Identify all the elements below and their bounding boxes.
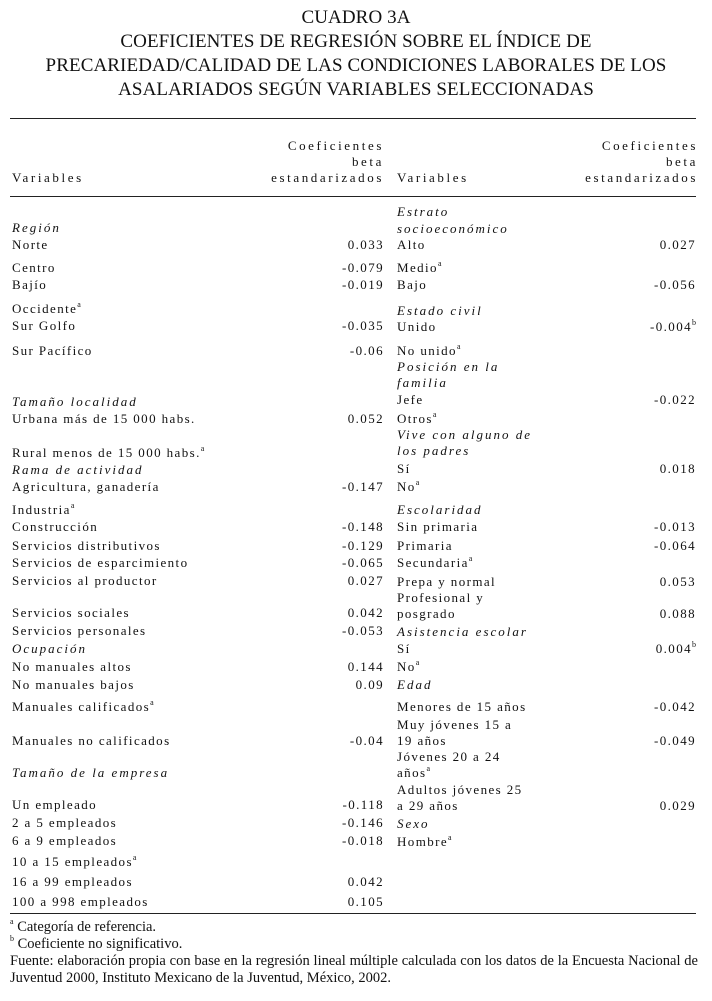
coefficient-value: -0.013 [654, 519, 696, 534]
variable-label: Jefe [397, 392, 424, 407]
right-table-row [397, 833, 696, 850]
left-table-row [12, 658, 384, 675]
coefficient-value: 0.027 [659, 237, 696, 252]
coefficient-value: -0.004$^b$ [650, 317, 696, 334]
variable-label: Servicios de esparcimiento [12, 555, 189, 570]
variable-label: años$^a$ [397, 763, 430, 780]
footnote-mark: b [692, 639, 696, 649]
coefficient-value: -0.042 [654, 699, 696, 714]
right-table-row [397, 501, 696, 518]
right-table-row [397, 374, 696, 391]
coefficient-value: -0.019 [342, 277, 384, 292]
variable-label: Bajío [12, 277, 48, 292]
footnote-mark: a [426, 763, 430, 773]
coefficient-value: 0.09 [355, 677, 384, 692]
title-line-3: PRECARIEDAD/CALIDAD DE LAS CONDICIONES LABORALES DE LOS [45, 55, 667, 76]
variable-label: 19 años [397, 733, 447, 748]
category-heading: Rama de actividad [12, 462, 144, 477]
left-table-row [12, 537, 384, 554]
header-coef-left: Coeficientes beta estandarizados [271, 138, 384, 185]
bottom-rule [10, 913, 696, 914]
footnote-mark: a [456, 341, 461, 351]
coefficient-value: 0.027 [347, 573, 384, 588]
variable-label: Sí [397, 461, 411, 476]
right-table-row [397, 554, 696, 571]
top-rule [10, 118, 696, 119]
variable-label: Occidente$^a$ [12, 299, 81, 316]
variable-label: Hombre$^a$ [397, 832, 452, 849]
category-heading: Vive con alguno de [397, 427, 533, 442]
variable-label: Centro [12, 260, 56, 275]
variable-label: Norte [12, 237, 49, 252]
left-table-row [12, 873, 384, 890]
table-title [0, 6, 712, 102]
right-table-row [397, 698, 696, 715]
coefficient-value: -0.04 [349, 733, 384, 748]
category-heading: Tamaño localidad [12, 394, 138, 409]
category-heading: Región [12, 220, 61, 235]
variable-label: 100 a 998 empleados [12, 894, 149, 909]
variable-label: Un empleado [12, 797, 98, 812]
variable-label: 10 a 15 empleados$^a$ [12, 852, 137, 869]
coefficient-value: 0.042 [347, 605, 384, 620]
variable-label: Jóvenes 20 a 24 [397, 749, 501, 764]
right-table-row [397, 605, 696, 622]
right-table-row [397, 573, 696, 590]
variable-label: No manuales bajos [12, 677, 135, 692]
variable-label: Manuales no calificados [12, 733, 171, 748]
variable-label: Profesional y [397, 590, 485, 605]
variable-label: Unido [397, 319, 437, 334]
coefficient-value: 0.042 [347, 874, 384, 889]
left-table-row [12, 478, 384, 495]
left-table-row [12, 461, 384, 478]
left-table-row [12, 814, 384, 831]
coefficient-value: 0.004$^b$ [655, 639, 696, 656]
left-table-row [12, 698, 384, 715]
left-table-row [12, 393, 384, 410]
right-table-row [397, 276, 696, 293]
coefficient-value: 0.088 [659, 606, 696, 621]
coefficient-value: -0.065 [342, 555, 384, 570]
variable-label: Agricultura, ganadería [12, 479, 160, 494]
coefficient-value: -0.129 [342, 538, 384, 553]
variable-label: No$^a$ [397, 477, 420, 494]
right-table-row [397, 518, 696, 535]
left-table-row [12, 276, 384, 293]
footnote-mark: b [692, 317, 696, 327]
coefficient-value: 0.029 [659, 798, 696, 813]
footnotes [10, 919, 698, 987]
left-table-row [12, 604, 384, 621]
coefficient-value: -0.118 [342, 797, 384, 812]
left-table-row [12, 219, 384, 236]
variable-label: Bajo [397, 277, 428, 292]
right-table-row [397, 220, 696, 237]
variable-label: 2 a 5 empleados [12, 815, 118, 830]
coefficient-value: -0.053 [342, 623, 384, 638]
variable-label: Secundaria$^a$ [397, 553, 473, 570]
variable-label: No manuales altos [12, 659, 132, 674]
coefficient-value: 0.052 [347, 411, 384, 426]
header-coef-right: Coeficientes beta estandarizados [585, 138, 698, 185]
right-table-row [397, 358, 696, 375]
right-table-row [397, 764, 696, 781]
left-table-row [12, 410, 384, 427]
footnote-mark: a [132, 852, 137, 862]
category-heading: Edad [397, 677, 433, 692]
left-table-row [12, 796, 384, 813]
right-table-row [397, 410, 696, 427]
variable-label: Servicios al productor [12, 573, 158, 588]
left-table-row [12, 732, 384, 749]
right-table-row [397, 426, 696, 443]
left-table-row [12, 259, 384, 276]
right-table-row [397, 318, 696, 335]
left-table-row [12, 444, 384, 461]
category-heading: Estado civil [397, 303, 483, 318]
variable-label: Medio$^a$ [397, 258, 442, 275]
variable-label: Menores de 15 años [397, 699, 527, 714]
left-table-row [12, 317, 384, 334]
footnote-mark: a [415, 657, 420, 667]
variable-label: No unido$^a$ [397, 341, 461, 358]
variable-label: Adultos jóvenes 25 [397, 782, 523, 797]
left-table-row [12, 501, 384, 518]
left-table-row [12, 764, 384, 781]
variable-label: Servicios personales [12, 623, 147, 638]
right-table-row [397, 342, 696, 359]
right-table-row [397, 623, 696, 640]
right-table-row [397, 203, 696, 220]
right-table-row [397, 748, 696, 765]
right-table-row [397, 537, 696, 554]
left-table-row [12, 572, 384, 589]
footnote-mark: a [150, 697, 154, 707]
left-table-row [12, 300, 384, 317]
footnote-mark: a [415, 477, 420, 487]
coefficient-value: -0.079 [342, 260, 384, 275]
footnote-mark: a [70, 500, 75, 510]
right-table-row [397, 259, 696, 276]
left-table-row [12, 640, 384, 657]
footnote-b: $^b$ Coeficiente no significativo. [10, 934, 183, 952]
header-variables-right: Variables [397, 170, 469, 185]
right-table-row [397, 716, 696, 733]
coefficient-value: 0.018 [659, 461, 696, 476]
category-heading: Tamaño de la empresa [12, 765, 170, 780]
right-table-row [397, 676, 696, 693]
variable-label: Industria$^a$ [12, 500, 75, 517]
left-table-row [12, 853, 384, 870]
footnote-mark: a [448, 832, 452, 842]
footnote-mark: a [77, 299, 81, 309]
right-table-row [397, 302, 696, 319]
right-table-row [397, 781, 696, 798]
right-table-row [397, 815, 696, 832]
footnote-a: $^a$ Categoría de referencia. [10, 917, 157, 935]
variable-label: a 29 años [397, 798, 459, 813]
coefficient-value: -0.06 [349, 343, 384, 358]
variable-label: Otros$^a$ [397, 409, 437, 426]
variable-label: Sur Pacífico [12, 343, 93, 358]
variable-label: Manuales calificados$^a$ [12, 697, 154, 714]
variable-label: posgrado [397, 606, 456, 621]
variable-label: Construcción [12, 519, 99, 534]
coefficient-value: 0.105 [347, 894, 384, 909]
right-table-row [397, 460, 696, 477]
coefficient-value: -0.148 [342, 519, 384, 534]
variable-label: Muy jóvenes 15 a [397, 717, 513, 732]
variable-label: 6 a 9 empleados [12, 833, 118, 848]
coefficient-value: -0.056 [654, 277, 696, 292]
coefficient-value: -0.049 [654, 733, 696, 748]
variable-label: Sí [397, 641, 411, 656]
header-rule [10, 196, 696, 197]
variable-label: Primaria [397, 538, 453, 553]
right-table-row [397, 442, 696, 459]
category-heading: Estrato [397, 204, 450, 219]
header-variables-left: Variables [12, 170, 84, 185]
variable-label: 16 a 99 empleados [12, 874, 133, 889]
variable-label: Sin primaria [397, 519, 479, 534]
coefficient-value: -0.146 [342, 815, 384, 830]
coefficient-value: -0.018 [342, 833, 384, 848]
right-table-row [397, 236, 696, 253]
title-line-2: COEFICIENTES DE REGRESIÓN SOBRE EL ÍNDICE DE [120, 31, 592, 52]
variable-label: Prepa y normal [397, 574, 497, 589]
left-table-row [12, 518, 384, 535]
left-table-row [12, 236, 384, 253]
variable-label: Sur Golfo [12, 318, 77, 333]
right-table-row [397, 797, 696, 814]
right-table-row [397, 658, 696, 675]
right-table-row [397, 732, 696, 749]
coefficient-value: -0.064 [654, 538, 696, 553]
coefficient-value: 0.033 [347, 237, 384, 252]
variable-label: Alto [397, 237, 426, 252]
left-table-row [12, 622, 384, 639]
category-heading: socioeconómico [397, 221, 509, 236]
left-table-row [12, 554, 384, 571]
title-line-1: CUADRO 3A [301, 7, 411, 28]
title-line-4: ASALARIADOS SEGÚN VARIABLES SELECCIONADAS [118, 79, 594, 100]
variable-label: Rural menos de 15 000 habs.$^a$ [12, 443, 205, 460]
category-heading: familia [397, 375, 448, 390]
category-heading: Escolaridad [397, 502, 483, 517]
variable-label: Servicios sociales [12, 605, 130, 620]
category-heading: Sexo [397, 816, 430, 831]
footnote-mark: a [437, 258, 442, 268]
footnote-mark: a [432, 409, 437, 419]
left-table-row [12, 832, 384, 849]
right-table-row [397, 478, 696, 495]
coefficient-value: -0.147 [342, 479, 384, 494]
category-heading: Asistencia escolar [397, 624, 528, 639]
variable-label: Servicios distributivos [12, 538, 161, 553]
coefficient-value: -0.035 [342, 318, 384, 333]
category-heading: los padres [397, 443, 471, 458]
right-table-row [397, 391, 696, 408]
right-table-row [397, 640, 696, 657]
coefficient-value: 0.053 [659, 574, 696, 589]
category-heading: Posición en la [397, 359, 500, 374]
variable-label: No$^a$ [397, 657, 420, 674]
coefficient-value: -0.022 [654, 392, 696, 407]
category-heading: Ocupación [12, 641, 88, 656]
variable-label: Urbana más de 15 000 habs. [12, 411, 196, 426]
footnote-mark: a [468, 553, 473, 563]
left-table-row [12, 893, 384, 910]
footnote-mark: a [200, 443, 205, 453]
coefficient-value: 0.144 [347, 659, 384, 674]
left-table-row [12, 342, 384, 359]
left-table-row [12, 676, 384, 693]
right-table-row [397, 589, 696, 606]
source-note: Fuente: elaboración propia con base en la regresión lineal múltiple calculada con los datos de la Encuesta Nacional de Juventud 2000, Instituto Mexicano de la Juventud, México, 2002. [10, 953, 698, 986]
